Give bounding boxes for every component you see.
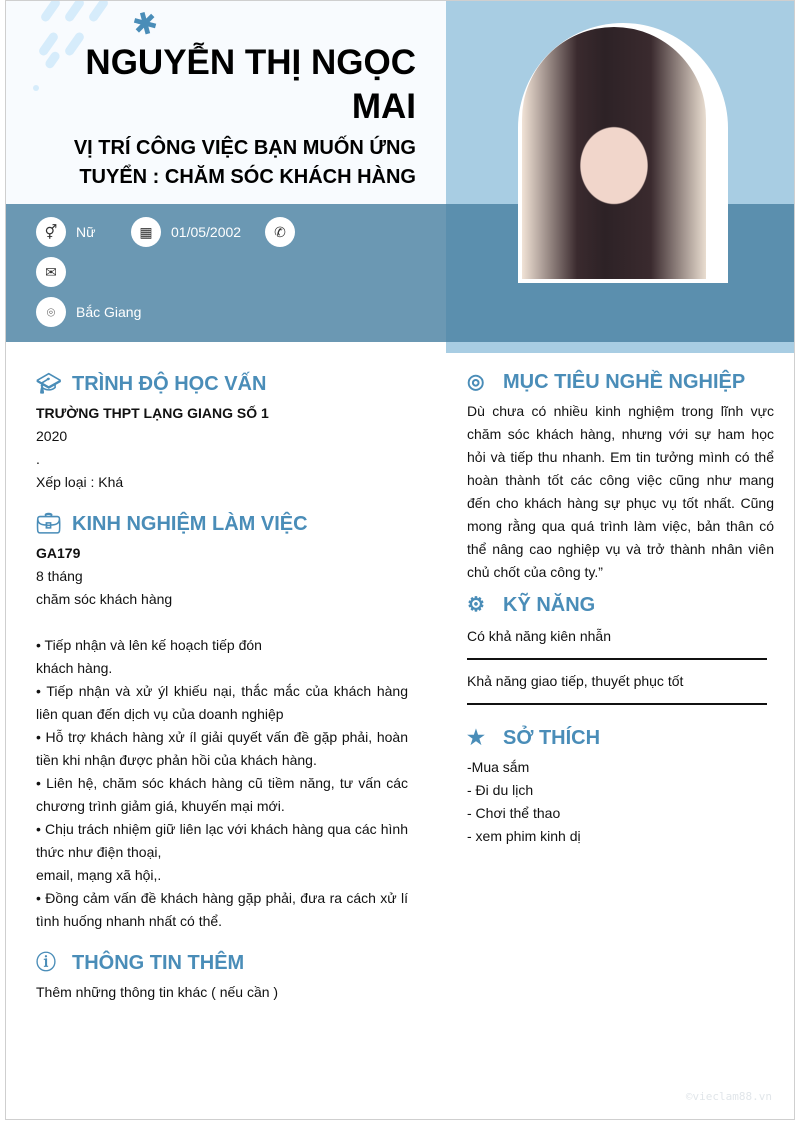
experience-title: KINH NGHIỆM LÀM VIỆC: [72, 513, 308, 535]
education-note: .: [36, 451, 40, 467]
hobbies-title: SỞ THÍCH: [503, 727, 601, 749]
address-value: Bắc Giang: [76, 304, 142, 320]
experience-line: • Liên hệ, chăm sóc khách hàng cũ tiềm năng, tư vấn các chương trình giảm giá, khuyến mại mới.: [36, 775, 408, 814]
skills-title: KỸ NĂNG: [503, 594, 596, 616]
briefcase-icon: 💼︎: [36, 513, 62, 535]
phone-item: [265, 217, 305, 247]
birthday-value: 01/05/2002: [171, 224, 242, 240]
experience-role: chăm sóc khách hàng: [36, 591, 173, 607]
experience-details: [36, 634, 408, 933]
full-name: NGUYỄN THỊ NGỌC MAI: [85, 43, 416, 126]
gear-icon: ⚙: [467, 594, 485, 616]
skill-item: Khả năng giao tiếp, thuyết phục tốt: [467, 660, 767, 705]
email-item: [36, 257, 76, 287]
phone-icon: ✆: [265, 217, 295, 247]
experience-line: • Đồng cảm vấn đề khách hàng gặp phải, đưa ra cách xử lí tình huống nhanh nhất có thể.: [36, 890, 408, 929]
experience-duration: 8 tháng: [36, 568, 83, 584]
school-name: TRƯỜNG THPT LẠNG GIANG SỐ 1: [36, 405, 269, 421]
profile-photo-frame: [518, 23, 728, 283]
hobby-item: -Mua sắm: [467, 759, 530, 775]
star-icon: ★: [467, 727, 485, 749]
extra-info-text: Thêm những thông tin khác ( nếu cần ): [36, 984, 279, 1000]
gender-item: [36, 217, 95, 247]
graduation-cap-icon: 🎓︎: [36, 373, 62, 395]
desired-position: VỊ TRÍ CÔNG VIỆC BẠN MUỐN ỨNG TUYỂN : CHĂM SÓC KHÁCH HÀNG: [73, 137, 416, 188]
experience-heading: [36, 513, 408, 536]
left-column: [36, 373, 408, 1004]
company-name: GA179: [36, 545, 81, 561]
extra-info-heading: [36, 952, 408, 975]
skill-item: Có khả năng kiên nhẫn: [467, 623, 767, 660]
experience-line: • Tiếp nhận và xử ýl khiếu nại, thắc mắc của khách hàng liên quan đến dịch vụ của doanh nghiệp: [36, 683, 408, 722]
profile-photo: [522, 27, 706, 279]
location-pin-icon: ⌾: [36, 297, 66, 327]
address-item: [36, 297, 141, 327]
experience-line: khách hàng.: [36, 660, 113, 676]
right-column: [467, 371, 774, 848]
objective-heading: [467, 371, 774, 394]
hobby-item: - Đi du lịch: [467, 782, 534, 798]
star-decoration-icon: ✱: [129, 5, 162, 44]
hobby-item: - xem phim kinh dị: [467, 828, 581, 844]
calendar-icon: ▦: [131, 217, 161, 247]
watermark: ©vieclam88.vn: [685, 1090, 772, 1103]
hobby-item: - Chơi thể thao: [467, 805, 561, 821]
education-heading: [36, 373, 408, 396]
cv-page: [5, 0, 795, 1120]
birthday-item: [131, 217, 241, 247]
objective-title: MỤC TIÊU NGHỀ NGHIỆP: [503, 371, 746, 393]
objective-text: Dù chưa có nhiều kinh nghiệm trong lĩnh vực chăm sóc khách hàng, nhưng với sự ham học hỏi và tiếp thu nhanh. Em tin tưởng mình có thể hoàn thành tốt các công việc cũng như mang đến cho khách hàng sự phục vụ tốt nhất. Cũng mong rằng qua quá trình làm việc, bản thân có thể nâng cao nghiệp vụ và trở thành nhân viên chủ chốt của công ty.”: [467, 403, 774, 580]
experience-line: • Chịu trách nhiệm giữ liên lạc với khách hàng qua các hình thức như điện thoại,: [36, 821, 408, 860]
gender-icon: ⚥: [36, 217, 66, 247]
education-year: 2020: [36, 428, 68, 444]
skills-heading: [467, 594, 774, 617]
hobbies-heading: [467, 727, 774, 750]
experience-line: • Tiếp nhận và lên kế hoạch tiếp đón: [36, 637, 262, 653]
extra-title: THÔNG TIN THÊM: [72, 952, 245, 974]
experience-line: email, mạng xã hội,.: [36, 867, 162, 883]
gender-value: Nữ: [76, 224, 96, 240]
education-title: TRÌNH ĐỘ HỌC VẤN: [72, 373, 267, 395]
experience-line: • Hỗ trợ khách hàng xử íl giải quyết vấn đề gặp phải, hoàn tiền khi nhận được phản hồi của khách hàng.: [36, 729, 408, 768]
info-icon: ⓘ: [36, 952, 56, 974]
target-icon: ◎: [467, 371, 485, 393]
skills-list: [467, 623, 767, 705]
education-rank: Xếp loại : Khá: [36, 474, 124, 490]
mail-icon: ✉: [36, 257, 66, 287]
